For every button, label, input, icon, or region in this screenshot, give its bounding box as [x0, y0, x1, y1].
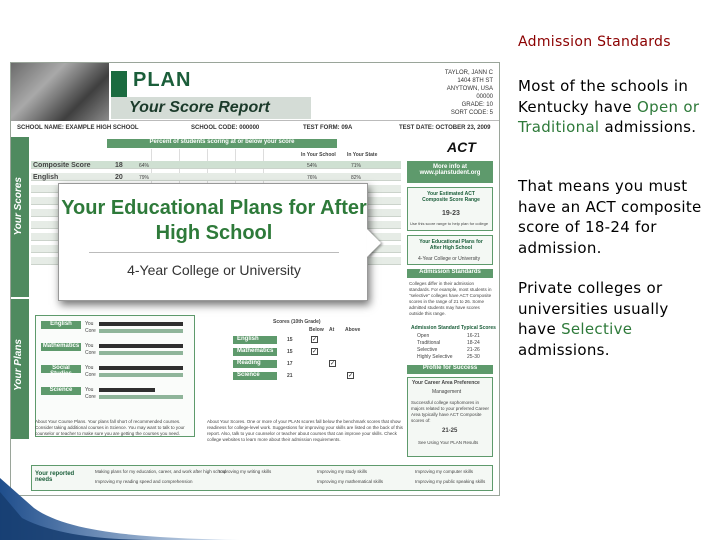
need-item: Improving my reading speed and comprehension [95, 479, 193, 484]
need-item: Improving my study skills [317, 469, 368, 474]
row-score: 18 [115, 162, 123, 169]
admission-text: Colleges differ in their admission standards. For example, most students in "selective" colleges have ACT Composite scores in the range of 21 to 26. Some admitted students may have scores outside this range. [409, 281, 492, 316]
profile-header: Profile for Success [407, 365, 493, 374]
col-in-state: In Your State [347, 152, 378, 158]
decorative-swoosh [0, 478, 720, 540]
subject-name: Reading [233, 360, 277, 368]
admission-row-label: Open [417, 333, 430, 339]
core-label: Core [85, 394, 96, 400]
admission-row-score: 25-30 [467, 354, 480, 360]
plan-logo: PLAN [133, 69, 192, 91]
admission-row-label: Traditional [417, 340, 441, 346]
report-title: Your Score Report [129, 99, 270, 116]
test-form: TEST FORM: 09A [303, 125, 353, 131]
about-course-plans: About Your Course Plans. Your plans fall short of recommended courses. Consider taking additional courses in Science. You may want to talk to your counselor or teacher to make sure you are getting the courses you need. [35, 419, 185, 436]
row-percent: 64% [139, 163, 150, 169]
course-bar [99, 329, 183, 333]
plans-side-tab: Your Plans [11, 299, 29, 439]
checkbox-icon: ✓ [348, 373, 354, 379]
paragraph-act-score: That means you must have an ACT composite score of 18-24 for admission. [518, 177, 702, 257]
student-line: TAYLOR, JANN C [444, 70, 493, 76]
core-label: Core [85, 372, 96, 378]
course-bar [99, 366, 183, 370]
student-line: 1404 8TH ST [457, 78, 493, 84]
checkbox-icon: ✓ [312, 349, 318, 355]
course-bar [99, 388, 155, 392]
you-label: You [85, 321, 94, 327]
row-state: 82% [351, 175, 362, 181]
checkbox-icon: ✓ [330, 361, 336, 367]
row-school: 76% [307, 175, 318, 181]
course-bar [99, 322, 183, 326]
admission-row-label: Highly Selective [417, 354, 453, 360]
subject-label: Mathematics [42, 343, 80, 349]
student-line: ANYTOWN, USA 00000 [446, 86, 493, 100]
paragraph-text: admissions. [518, 340, 610, 359]
school-name: SCHOOL NAME: EXAMPLE HIGH SCHOOL [17, 125, 139, 131]
col-at: At [329, 327, 335, 333]
admission-row-label: Selective [417, 347, 438, 353]
course-bar [99, 373, 183, 377]
row-school: 54% [307, 163, 318, 169]
admission-row-score: 16-21 [467, 333, 480, 339]
admission-row-score: 18-24 [467, 340, 480, 346]
subject-name: Science [233, 372, 277, 380]
subject-name: English [233, 336, 277, 344]
career-box: Your Career Area Preference Management Successful college sophomores in majors related to your preferred Career Area typically have ACT Composite scores of: 21-25 See Using Your PLAN Results [407, 377, 493, 457]
row-label: English [33, 174, 59, 181]
educational-plans-callout [58, 183, 368, 301]
more-info-box: More info at www.planstudent.org [407, 161, 493, 183]
row-score: 20 [115, 174, 123, 181]
checkbox-icon: ✓ [312, 337, 318, 343]
row-state: 71% [351, 163, 362, 169]
admission-col-1: Admission Standard [411, 325, 460, 331]
school-code: SCHOOL CODE: 000000 [191, 125, 260, 131]
subject-score: 17 [287, 361, 293, 367]
composite-range-box: Your Estimated ACT Composite Score Range 19-23 Use this score range to help plan for college [407, 187, 493, 231]
highlight-open-traditional: Open or Traditional [518, 97, 700, 136]
report-header [11, 63, 500, 121]
paragraph-text: admissions. [599, 118, 697, 136]
need-item: Improving my mathematical skills [317, 479, 384, 484]
admission-standards-header: Admission Standards [407, 269, 493, 278]
about-scores: About Your Scores. One or more of your PLAN scores fall below the benchmark scores that show readiness for college-level work. Suggestions for improving your skills are listed on the back of this report. Also, talk to your counselor or teacher about courses that can improve your skills. Check college websites to learn more about their admission requirements. [207, 419, 403, 442]
paragraph-text: Private colleges or universities usually have [518, 279, 669, 338]
course-bar [99, 344, 183, 348]
needs-label: Your reported needs [35, 471, 75, 483]
core-label: Core [85, 350, 96, 356]
callout-pointer [367, 229, 381, 257]
subject-score: 15 [287, 349, 293, 355]
you-label: You [85, 343, 94, 349]
edu-plan-box: Your Educational Plans for After High School 4-Year College or University [407, 235, 493, 265]
subject-score: 21 [287, 373, 293, 379]
subject-name: Mathematics [233, 348, 277, 356]
subject-label: Science [41, 387, 81, 395]
need-item: Improving my public speaking skills [415, 479, 486, 484]
course-bar [99, 351, 183, 355]
subject-scores-header: Scores (10th Grade) [273, 319, 321, 325]
subject-label: English [41, 321, 81, 329]
paragraph-open-traditional [518, 76, 708, 138]
course-bar [99, 395, 183, 399]
students-photo [11, 63, 109, 121]
slide-title: Admission Standards [518, 34, 671, 50]
you-label: You [85, 365, 94, 371]
percent-header: Percent of students scoring at or below your score [107, 139, 337, 148]
school-row [11, 123, 500, 135]
student-line: SORT CODE: 5 [450, 110, 493, 116]
row-label: Composite Score [33, 162, 91, 169]
row-percent: 79% [139, 175, 150, 181]
you-label: You [85, 387, 94, 393]
need-item: Improving my writing skills [219, 469, 272, 474]
paragraph-selective [518, 278, 708, 360]
paragraph-text: Most of the schools in Kentucky have [518, 77, 689, 116]
core-label: Core [85, 328, 96, 334]
highlight-selective: Selective [561, 320, 633, 338]
subject-score: 15 [287, 337, 293, 343]
callout-subtitle: 4-Year College or University [127, 262, 301, 278]
subject-label: Social Studies [41, 365, 81, 373]
act-logo: ACT [447, 139, 476, 155]
callout-title: Your Educational Plans for After High School [61, 197, 367, 244]
col-in-school: In Your School [301, 152, 336, 158]
admission-col-2: Typical Scores [461, 325, 496, 331]
col-below: Below [309, 327, 324, 333]
col-above: Above [345, 327, 361, 333]
student-info [441, 69, 493, 117]
need-item: Making plans for my education, career, and work after high school [95, 469, 227, 474]
student-line: GRADE: 10 [461, 102, 493, 108]
scores-side-tab: Your Scores [11, 137, 29, 297]
need-item: Improving my computer skills [415, 469, 474, 474]
english-row [31, 173, 401, 181]
score-report-image [10, 62, 500, 496]
callout-divider [89, 252, 339, 253]
admission-row-score: 21-26 [467, 347, 480, 353]
test-date: TEST DATE: OCTOBER 23, 2009 [399, 125, 491, 131]
